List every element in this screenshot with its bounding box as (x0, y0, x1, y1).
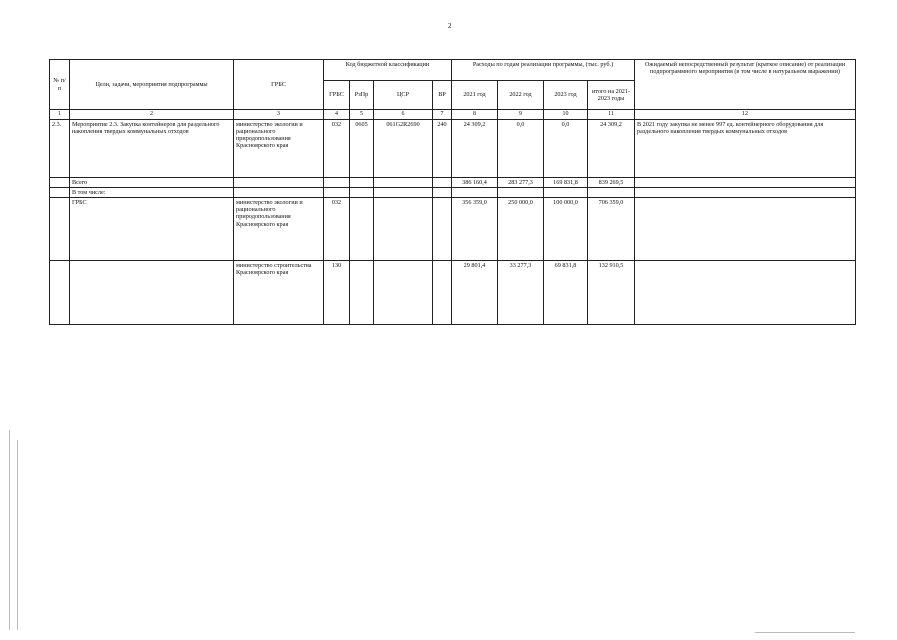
total-y2022: 283 277,3 (498, 177, 544, 187)
header-code-csr: ЦСР (374, 81, 433, 110)
table-row-total (50, 177, 856, 187)
header-result: Ожидаемый непосредственный результат (краткое описание) от реализации подпрограммного мероприятия (в том числе в натуральном выражении) (635, 60, 856, 110)
total-sum: 839 269,5 (588, 177, 635, 187)
event-grbs: министерство экологии и рационального природопользования Красноярского края (234, 119, 324, 177)
header-y2022: 2022 год (498, 81, 544, 110)
table-row-event (50, 119, 856, 177)
grbs2-y2023: 69 831,8 (544, 261, 588, 325)
column-number: 9 (498, 110, 544, 120)
event-num: 2.3. (50, 119, 70, 177)
event-y2022: 0,0 (498, 119, 544, 177)
header-code-vr: ВР (433, 81, 452, 110)
table-row-grbs-construction (50, 261, 856, 325)
grbs1-name: министерство экологии и рационального природопользования Красноярского края (234, 198, 324, 261)
header-total: итого на 2021-2023 годы (588, 81, 635, 110)
total-y2023: 169 831,8 (544, 177, 588, 187)
event-y2021: 24 309,2 (452, 119, 498, 177)
column-number: 7 (433, 110, 452, 120)
grbs2-code: 130 (324, 261, 350, 325)
grbs2-total: 132 910,5 (588, 261, 635, 325)
including-label: В том числе: (70, 188, 234, 198)
column-number: 12 (635, 110, 856, 120)
event-rzpr: 0605 (350, 119, 374, 177)
event-vr: 240 (433, 119, 452, 177)
header-code-grbs: ГРБС (324, 81, 350, 110)
program-table (49, 59, 856, 325)
header-y2023: 2023 год (544, 81, 588, 110)
header-row-1 (50, 60, 856, 81)
event-y2023: 0,0 (544, 119, 588, 177)
column-number: 6 (374, 110, 433, 120)
event-name: Мероприятие 2.3. Закупка контейнеров для раздельного накопления твердых коммунальных отходов (70, 119, 234, 177)
column-number: 5 (350, 110, 374, 120)
grbs1-code: 032 (324, 198, 350, 261)
grbs2-y2021: 29 801,4 (452, 261, 498, 325)
column-number: 10 (544, 110, 588, 120)
column-number: 4 (324, 110, 350, 120)
total-y2021: 386 160,4 (452, 177, 498, 187)
column-number: 2 (70, 110, 234, 120)
event-total: 24 309,2 (588, 119, 635, 177)
header-expenses: Расходы по годам реализации программы, (тыс. руб.) (452, 60, 635, 81)
header-num: № п/п (50, 60, 70, 110)
column-number: 11 (588, 110, 635, 120)
event-result: В 2021 году закупка не менее 997 ед. контейнерного оборудования для раздельного накопления твердых коммунальных отходов (635, 119, 856, 177)
column-number-row (50, 110, 856, 120)
table-row-including (50, 188, 856, 198)
scan-edge-left-inner (17, 440, 18, 630)
header-code-rzpr: РзПр (350, 81, 374, 110)
page-number: 2 (448, 22, 452, 30)
grbs1-y2023: 100 000,0 (544, 198, 588, 261)
header-grbs: ГРБС (234, 60, 324, 110)
header-y2021: 2021 год (452, 81, 498, 110)
column-number: 1 (50, 110, 70, 120)
column-number: 3 (234, 110, 324, 120)
grbs2-name: министерство строительства Красноярского края (234, 261, 324, 325)
total-label: Всего (70, 177, 234, 187)
event-code-grbs: 032 (324, 119, 350, 177)
grbs-label: ГРБС (70, 198, 234, 261)
column-number: 8 (452, 110, 498, 120)
scan-edge-left (9, 430, 10, 630)
header-budget-code: Код бюджетной классификации (324, 60, 452, 81)
header-goals: Цели, задачи, мероприятия подпрограммы (70, 60, 234, 110)
table-row-grbs-ecology (50, 198, 856, 261)
scan-edge-bottom (755, 632, 855, 633)
grbs1-y2022: 250 000,0 (498, 198, 544, 261)
grbs2-y2022: 33 277,3 (498, 261, 544, 325)
event-csr: 061G2R2690 (374, 119, 433, 177)
grbs1-total: 706 359,0 (588, 198, 635, 261)
grbs1-y2021: 356 359,0 (452, 198, 498, 261)
